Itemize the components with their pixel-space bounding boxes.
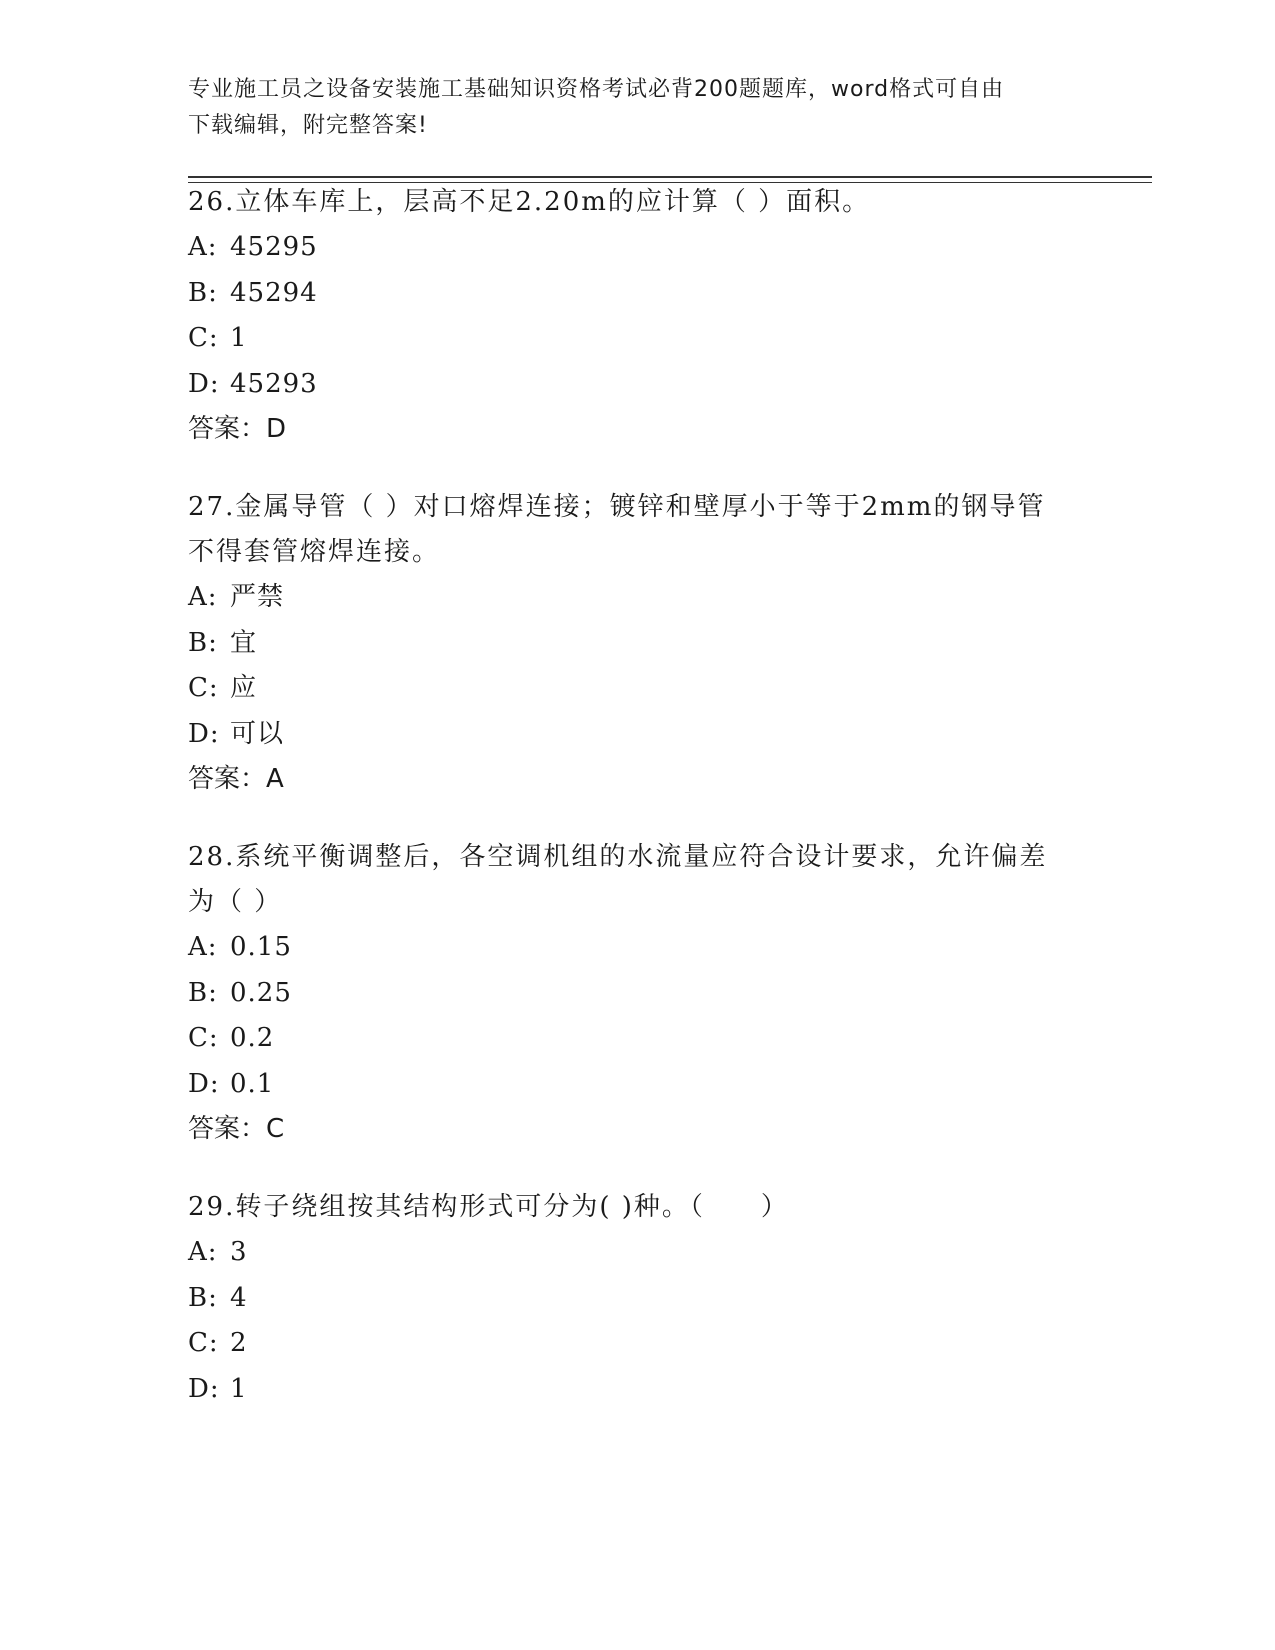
option-text: 3 (230, 1237, 248, 1267)
question-stem-line-1: 28.系统平衡调整后，各空调机组的水流量应符合设计要求，允许偏差 (188, 842, 1048, 872)
option-text: 45295 (230, 232, 318, 262)
question-stem-line-2: 为（ ） (188, 887, 283, 917)
option-key: D: (188, 1373, 220, 1404)
question-28 (188, 835, 1088, 1152)
question-27 (188, 485, 1088, 802)
answer-line: 答案：D (188, 414, 287, 444)
option-c (188, 666, 1088, 712)
question-stem-line-2: 不得套管熔焊连接。 (188, 537, 441, 567)
option-b (188, 621, 1088, 667)
answer-line: 答案：C (188, 1114, 285, 1144)
option-text: 可以 (230, 718, 285, 749)
option-d (188, 1062, 1088, 1108)
option-key: C: (188, 1023, 219, 1053)
option-text: 1 (230, 1373, 248, 1404)
option-key: C: (188, 1328, 219, 1358)
option-d (188, 1367, 1088, 1413)
header-divider-thick (188, 176, 1152, 178)
option-text: 4 (230, 1282, 248, 1313)
question-29 (188, 1185, 1088, 1412)
option-key: B: (188, 627, 218, 658)
option-b (188, 271, 1088, 317)
header-line-2: 下载编辑，附完整答案! (188, 113, 428, 138)
question-stem-line-1: 27.金属导管（ ）对口熔焊连接；镀锌和壁厚小于等于2mm的钢导管 (188, 492, 1046, 522)
option-key: D: (188, 718, 220, 749)
document-header (188, 72, 1068, 144)
option-key: B: (188, 1282, 218, 1313)
option-key: C: (188, 673, 219, 703)
option-key: C: (188, 323, 219, 353)
option-text: 1 (230, 323, 248, 353)
option-text: 0.15 (230, 932, 292, 962)
option-key: B: (188, 977, 218, 1008)
option-c (188, 316, 1088, 362)
option-key: A: (188, 582, 218, 612)
option-c (188, 1321, 1088, 1367)
header-line-1: 专业施工员之设备安装施工基础知识资格考试必背200题题库，word格式可自由 (188, 77, 1005, 102)
option-text: 45293 (230, 368, 318, 399)
question-26 (188, 180, 1088, 452)
option-key: B: (188, 277, 218, 308)
option-key: A: (188, 1237, 218, 1267)
option-text: 2 (230, 1328, 248, 1358)
option-b (188, 1276, 1088, 1322)
option-c (188, 1016, 1088, 1062)
answer-line: 答案：A (188, 764, 284, 794)
option-text: 应 (230, 673, 258, 703)
question-stem: 29.转子绕组按其结构形式可分为( )种。（ ） (188, 1192, 789, 1222)
option-text: 宜 (230, 627, 258, 658)
option-text: 0.1 (230, 1068, 275, 1099)
option-text: 0.2 (230, 1023, 275, 1053)
question-stem: 26.立体车库上，层高不足2.20m的应计算（ ）面积。 (188, 187, 871, 217)
option-text: 45294 (230, 277, 318, 308)
option-a (188, 925, 1088, 971)
option-b (188, 971, 1088, 1017)
option-a (188, 575, 1088, 621)
option-text: 严禁 (230, 582, 285, 612)
option-text: 0.25 (230, 977, 292, 1008)
option-key: D: (188, 1068, 220, 1099)
option-key: D: (188, 368, 220, 399)
option-a (188, 225, 1088, 271)
option-key: A: (188, 232, 218, 262)
option-d (188, 362, 1088, 408)
option-key: A: (188, 932, 218, 962)
option-d (188, 712, 1088, 758)
option-a (188, 1230, 1088, 1276)
